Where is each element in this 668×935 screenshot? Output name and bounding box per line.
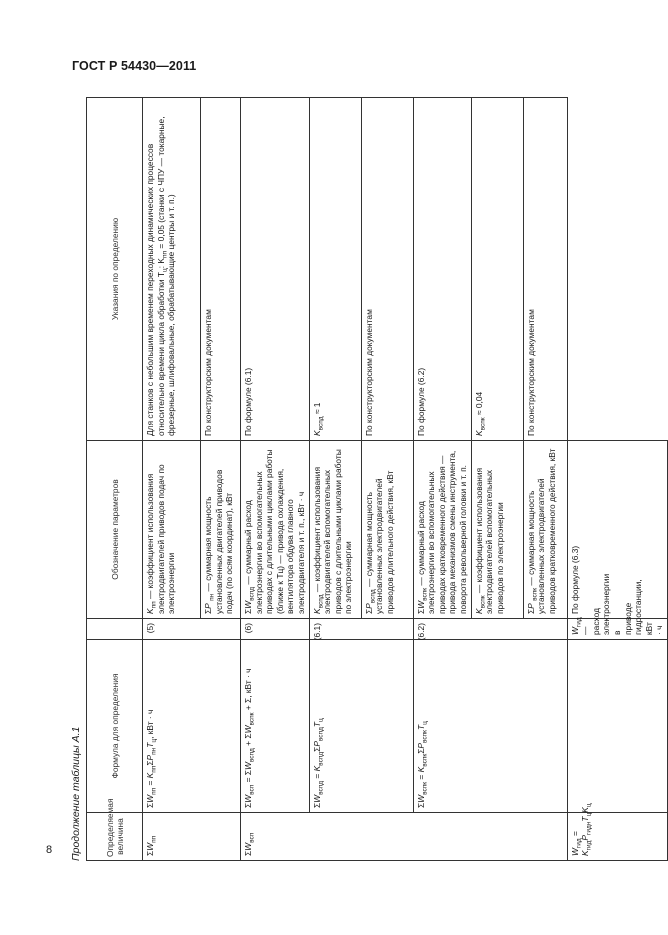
parameters-table [86,97,668,861]
instruction-cell: Для станков с небольшим временем переходных динамических процессов относительно времени цикла обработки $T_ц$: $K_{пп} = 0,05$ (станки с ЧПУ — токарные, фрезерные, шлифовальные, обрабатывающие центры и т. п.) [143,98,201,441]
notation-cell: $\Sigma W_{вспд}$ — суммарный расход электроэнергии во вспомогательных приводах с длительными циклами работы (ближе к Tц) — привода охлаждения, вентилятора обдува главного электродвигателя и т. п., кВт · ч [241,441,310,619]
formula-cell: $\Sigma W_{вспд} = K_{вспд}\Sigma P_{вспд}T_ц$ [309,640,413,813]
notation-cell: $K_{вспк}$ — коэффициент использования электродвигателей вспомогательных приводов по электроэнергии [471,441,523,619]
notation-cell: $\Sigma W_{вспк}$ — суммарный расход электроэнергии во вспомогательных приводах кратковременного действия — привода механизмов смены инструмента, поворота револьверной головки и т. п. [413,441,471,619]
notation-cell: ΣP $_{вспк}$ — суммарная мощность установленных электродвигателей приводов кратковременного действия, кВт [523,441,567,619]
col-header-formula: Формула для определения [87,640,143,813]
page-number: 8 [46,844,53,856]
formula-number-cell [567,640,667,813]
instruction-cell: По формуле (6.2) [413,98,471,441]
instruction-cell: По формуле (6.3) [567,441,667,619]
formula-number-cell: (6.1) [309,619,413,640]
formula-cell: $\Sigma W_{вспк} = K_{вспк}\Sigma P_{вспк}T_ц$ [413,640,567,813]
formula-cell: $\Sigma W_{пп} = K_{пп}\Sigma P_{пн}T_ц$, кВт · ч [143,640,241,813]
instruction-cell: $K_{вспк} \approx 0,04$ [471,98,523,441]
notation-cell: $\Sigma P_{вспд}$ — суммарная мощность установленных электродвигателей приводов длительного действия, кВт [361,441,413,619]
notation-cell: $W_{гид}$ — расход электроэнергии в приводе гидростанции, кВт · ч [567,619,667,640]
col-header-notation: Обозначение параметров [87,441,143,619]
quantity-cell: $\Sigma W_{всп}$ [241,813,568,861]
quantity-cell: $\Sigma W_{пп}$ [143,813,241,861]
formula-cell: $\Sigma W_{всп} = \Sigma W_{вспд} + \Sigma W_{вспк} + \Sigma$, кВт · ч [241,640,310,813]
instruction-cell: По конструкторским документам [523,98,567,441]
formula-cell: $W_{гид} = K_{гид}P_{гидн}T_цK_ц$ [567,813,667,861]
formula-number-cell: (6.2) [413,619,567,640]
formula-number-cell: (5) [143,619,241,640]
table-row [143,98,201,861]
notation-cell: $K_{вспд}$ — коэффициент использования электродвигателей вспомогательных приводов с длительными циклами работы по электроэнергии [309,441,361,619]
instruction-cell: По формуле (6.1) [241,98,310,441]
table-row [567,98,667,861]
instruction-cell: По конструкторским документам [201,98,241,441]
instruction-cell: $K_{вспд} \approx 1$ [309,98,361,441]
col-header-quantity: Определяемая величина [87,813,143,861]
notation-cell: ΣP $_{пн}$ — суммарная мощность установленных двигателей приводов подач (по осям координат), кВт [201,441,241,619]
table-header-row [87,98,143,861]
table-row [241,98,310,861]
instruction-cell: По конструкторским документам [361,98,413,441]
standard-code: ГОСТ Р 54430—2011 [72,59,197,73]
col-header-formula-no [87,619,143,640]
table-row [309,98,361,861]
table-row [413,98,471,861]
col-header-instructions: Указания по определению [87,98,143,441]
table-caption: Продолжение таблицы А.1 [70,726,82,861]
notation-cell: $K_{пп}$ — коэффициент использования электродвигателей приводов подач по электроэнергии [143,441,201,619]
rotated-table-sheet [70,98,665,861]
formula-number-cell: (6) [241,619,310,640]
